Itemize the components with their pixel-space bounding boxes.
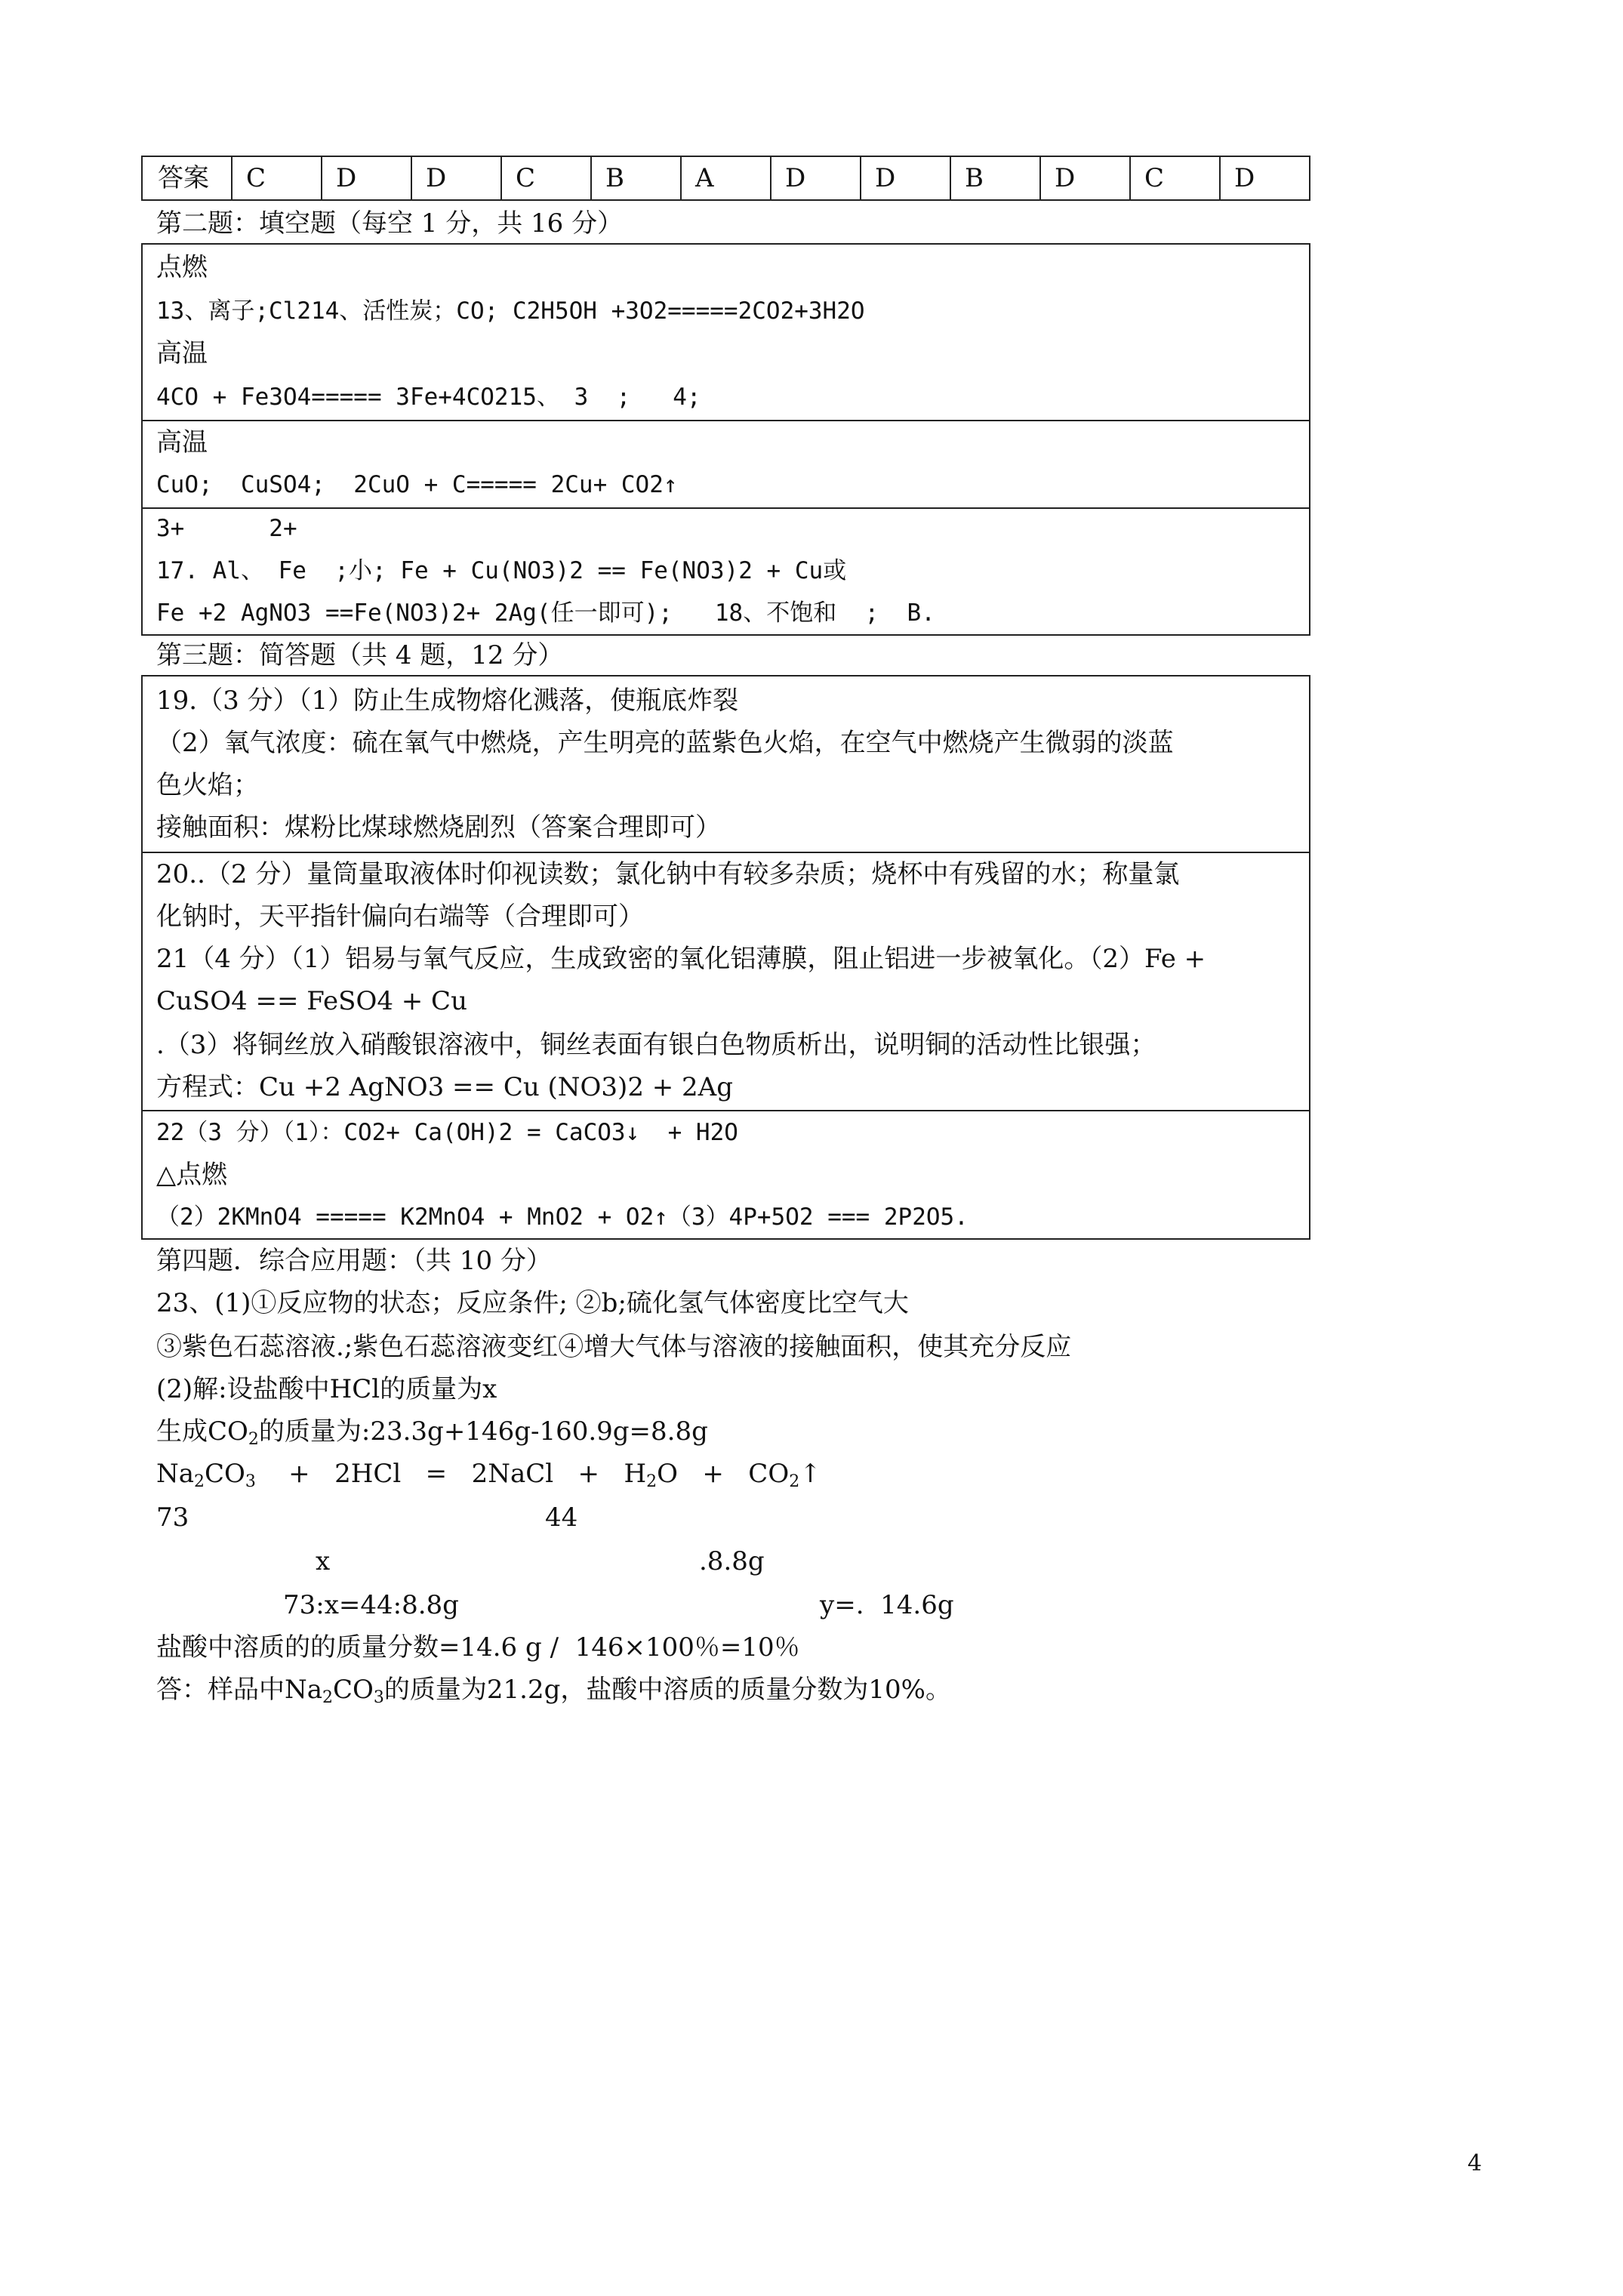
ans-sub1: 2 [322, 1688, 334, 1707]
b1-line-3: 高温 [156, 338, 208, 368]
ratio-equation: 73:x=44:8.8g [283, 1590, 459, 1620]
section3-title: 第三题：简答题（共 4 题，12 分） [156, 640, 564, 670]
b2-line-1: 高温 [156, 427, 208, 458]
answer-cell: D [1040, 156, 1130, 200]
q23-line-4 [156, 1413, 708, 1458]
q20-line-2: 化钠时，天平指针偏向右端等（合理即可） [156, 901, 644, 932]
eq-co-sub: 3 [245, 1472, 256, 1491]
b1-line-2: 13、离子;Cl214、活性炭；CO; C2H5OH +3O2=====2CO2+3H2O [156, 297, 865, 325]
q21-line-3: .（3）将铜丝放入硝酸银溶液中，铜丝表面有银白色物质析出，说明铜的活动性比银强； [156, 1030, 1156, 1060]
co2-subscript: 2 [248, 1430, 259, 1449]
co2-mass-text: 的质量为:23.3g+146g-160.9g=8.8g [258, 1416, 708, 1447]
q23-line-1: 23、(1)①反应物的状态；反应条件; ②b;硫化氢气体密度比空气大 [156, 1288, 909, 1318]
eq-co2-sub: 2 [789, 1472, 800, 1491]
ans-c: 的质量为21.2g，盐酸中溶质的质量分数为10%。 [383, 1675, 951, 1705]
section4-title: 第四题．综合应用题：（共 10 分） [156, 1246, 552, 1276]
eq-h-sub: 2 [646, 1472, 658, 1491]
reaction-equation [156, 1456, 821, 1500]
b1-line-4: 4CO + Fe3O4===== 3Fe+4CO215、 3 ; 4; [156, 384, 701, 411]
page-number: 4 [1467, 2150, 1483, 2177]
answer-cell: B [591, 156, 681, 200]
mass-8-8g: .8.8g [699, 1546, 765, 1576]
eq-na-sub: 2 [194, 1472, 205, 1491]
q19-line-3: 色火焰； [156, 770, 259, 800]
answer-head: 答案 [142, 156, 232, 200]
answer-cell: D [322, 156, 411, 200]
ans-b: CO [333, 1675, 374, 1705]
b3-line-3: Fe +2 AgNO3 ==Fe(NO3)2+ 2Ag(任一即可); 18、不饱和 ; B. [156, 599, 935, 627]
q21-line-1: 21（4 分）（1）铝易与氧气反应，生成致密的氧化铝薄膜，阻止铝进一步被氧化。（2）Fe + [156, 944, 1206, 974]
molar-mass-44: 44 [545, 1502, 578, 1533]
b3-line-2: 17. Al、 Fe ;小; Fe + Cu(NO3)2 == Fe(NO3)2 + Cu或 [156, 557, 847, 584]
answer-cell: D [411, 156, 501, 200]
mass-fraction-line: 盐酸中溶质的的质量分数=14.6 g / 146×100％=10％ [156, 1632, 800, 1663]
answer-cell: C [1130, 156, 1220, 200]
q21-line-4: 方程式：Cu +2 AgNO3 == Cu (NO3)2 + 2Ag [156, 1072, 734, 1102]
eq-co: CO [205, 1459, 245, 1489]
co2-prefix: 生成CO [156, 1416, 248, 1447]
section2-title: 第二题：填空题（每空 1 分，共 16 分） [156, 208, 624, 239]
answer-cell: D [771, 156, 861, 200]
q21-line-2: CuSO4 == FeSO4 + Cu [156, 986, 467, 1016]
ans-sub2: 3 [373, 1688, 384, 1707]
q19-line-1: 19.（3 分）（1）防止生成物熔化溅落，使瓶底炸裂 [156, 686, 739, 716]
q22-line-3: （2）2KMnO4 ===== K2MnO4 + MnO2 + O2↑（3）4P+5O2 === 2P2O5. [156, 1203, 969, 1231]
q19-line-4: 接触面积：煤粉比煤球燃烧剧烈（答案合理即可） [156, 812, 721, 843]
eq-arrow: ↑ [799, 1459, 821, 1489]
answer-cell: A [681, 156, 771, 200]
answer-cell: C [501, 156, 591, 200]
answer-cell: D [1220, 156, 1310, 200]
answer-cell: B [950, 156, 1040, 200]
q19-line-2: （2）氧气浓度：硫在氧气中燃烧，产生明亮的蓝紫色火焰，在空气中燃烧产生微弱的淡蓝 [156, 728, 1174, 758]
molar-mass-73: 73 [156, 1502, 189, 1533]
answer-table [141, 156, 1310, 201]
eq-o: O + CO [657, 1459, 790, 1489]
eq-mid: + 2HCl = 2NaCl + H [255, 1459, 647, 1489]
b2-line-2: CuO; CuSO4; 2CuO + C===== 2Cu+ CO2↑ [156, 471, 678, 498]
q22-line-2: △点燃 [156, 1160, 228, 1190]
q23-line-2: ③紫色石蕊溶液.;紫色石蕊溶液变红④增大气体与溶液的接触面积，使其充分反应 [156, 1332, 1072, 1362]
ans-a: 答：样品中Na [156, 1675, 323, 1705]
unknown-x: x [316, 1546, 331, 1576]
b1-line-1: 点燃 [156, 252, 208, 282]
y-result: y=. 14.6g [820, 1590, 954, 1620]
q23-line-3: (2)解:设盐酸中HCl的质量为x [156, 1374, 497, 1404]
answer-row [142, 156, 1310, 200]
eq-na: Na [156, 1459, 195, 1489]
q22-line-1: 22（3 分）（1）：CO2+ Ca(OH)2 = CaCO3↓ + H2O [156, 1119, 738, 1146]
answer-cell: D [861, 156, 950, 200]
q20-line-1: 20..（2 分）量筒量取液体时仰视读数；氯化钠中有较多杂质；烧杯中有残留的水；称量氯 [156, 859, 1180, 889]
final-answer-line [156, 1672, 951, 1716]
answer-cell: C [232, 156, 322, 200]
b3-line-1: 3+ 2+ [156, 515, 297, 542]
